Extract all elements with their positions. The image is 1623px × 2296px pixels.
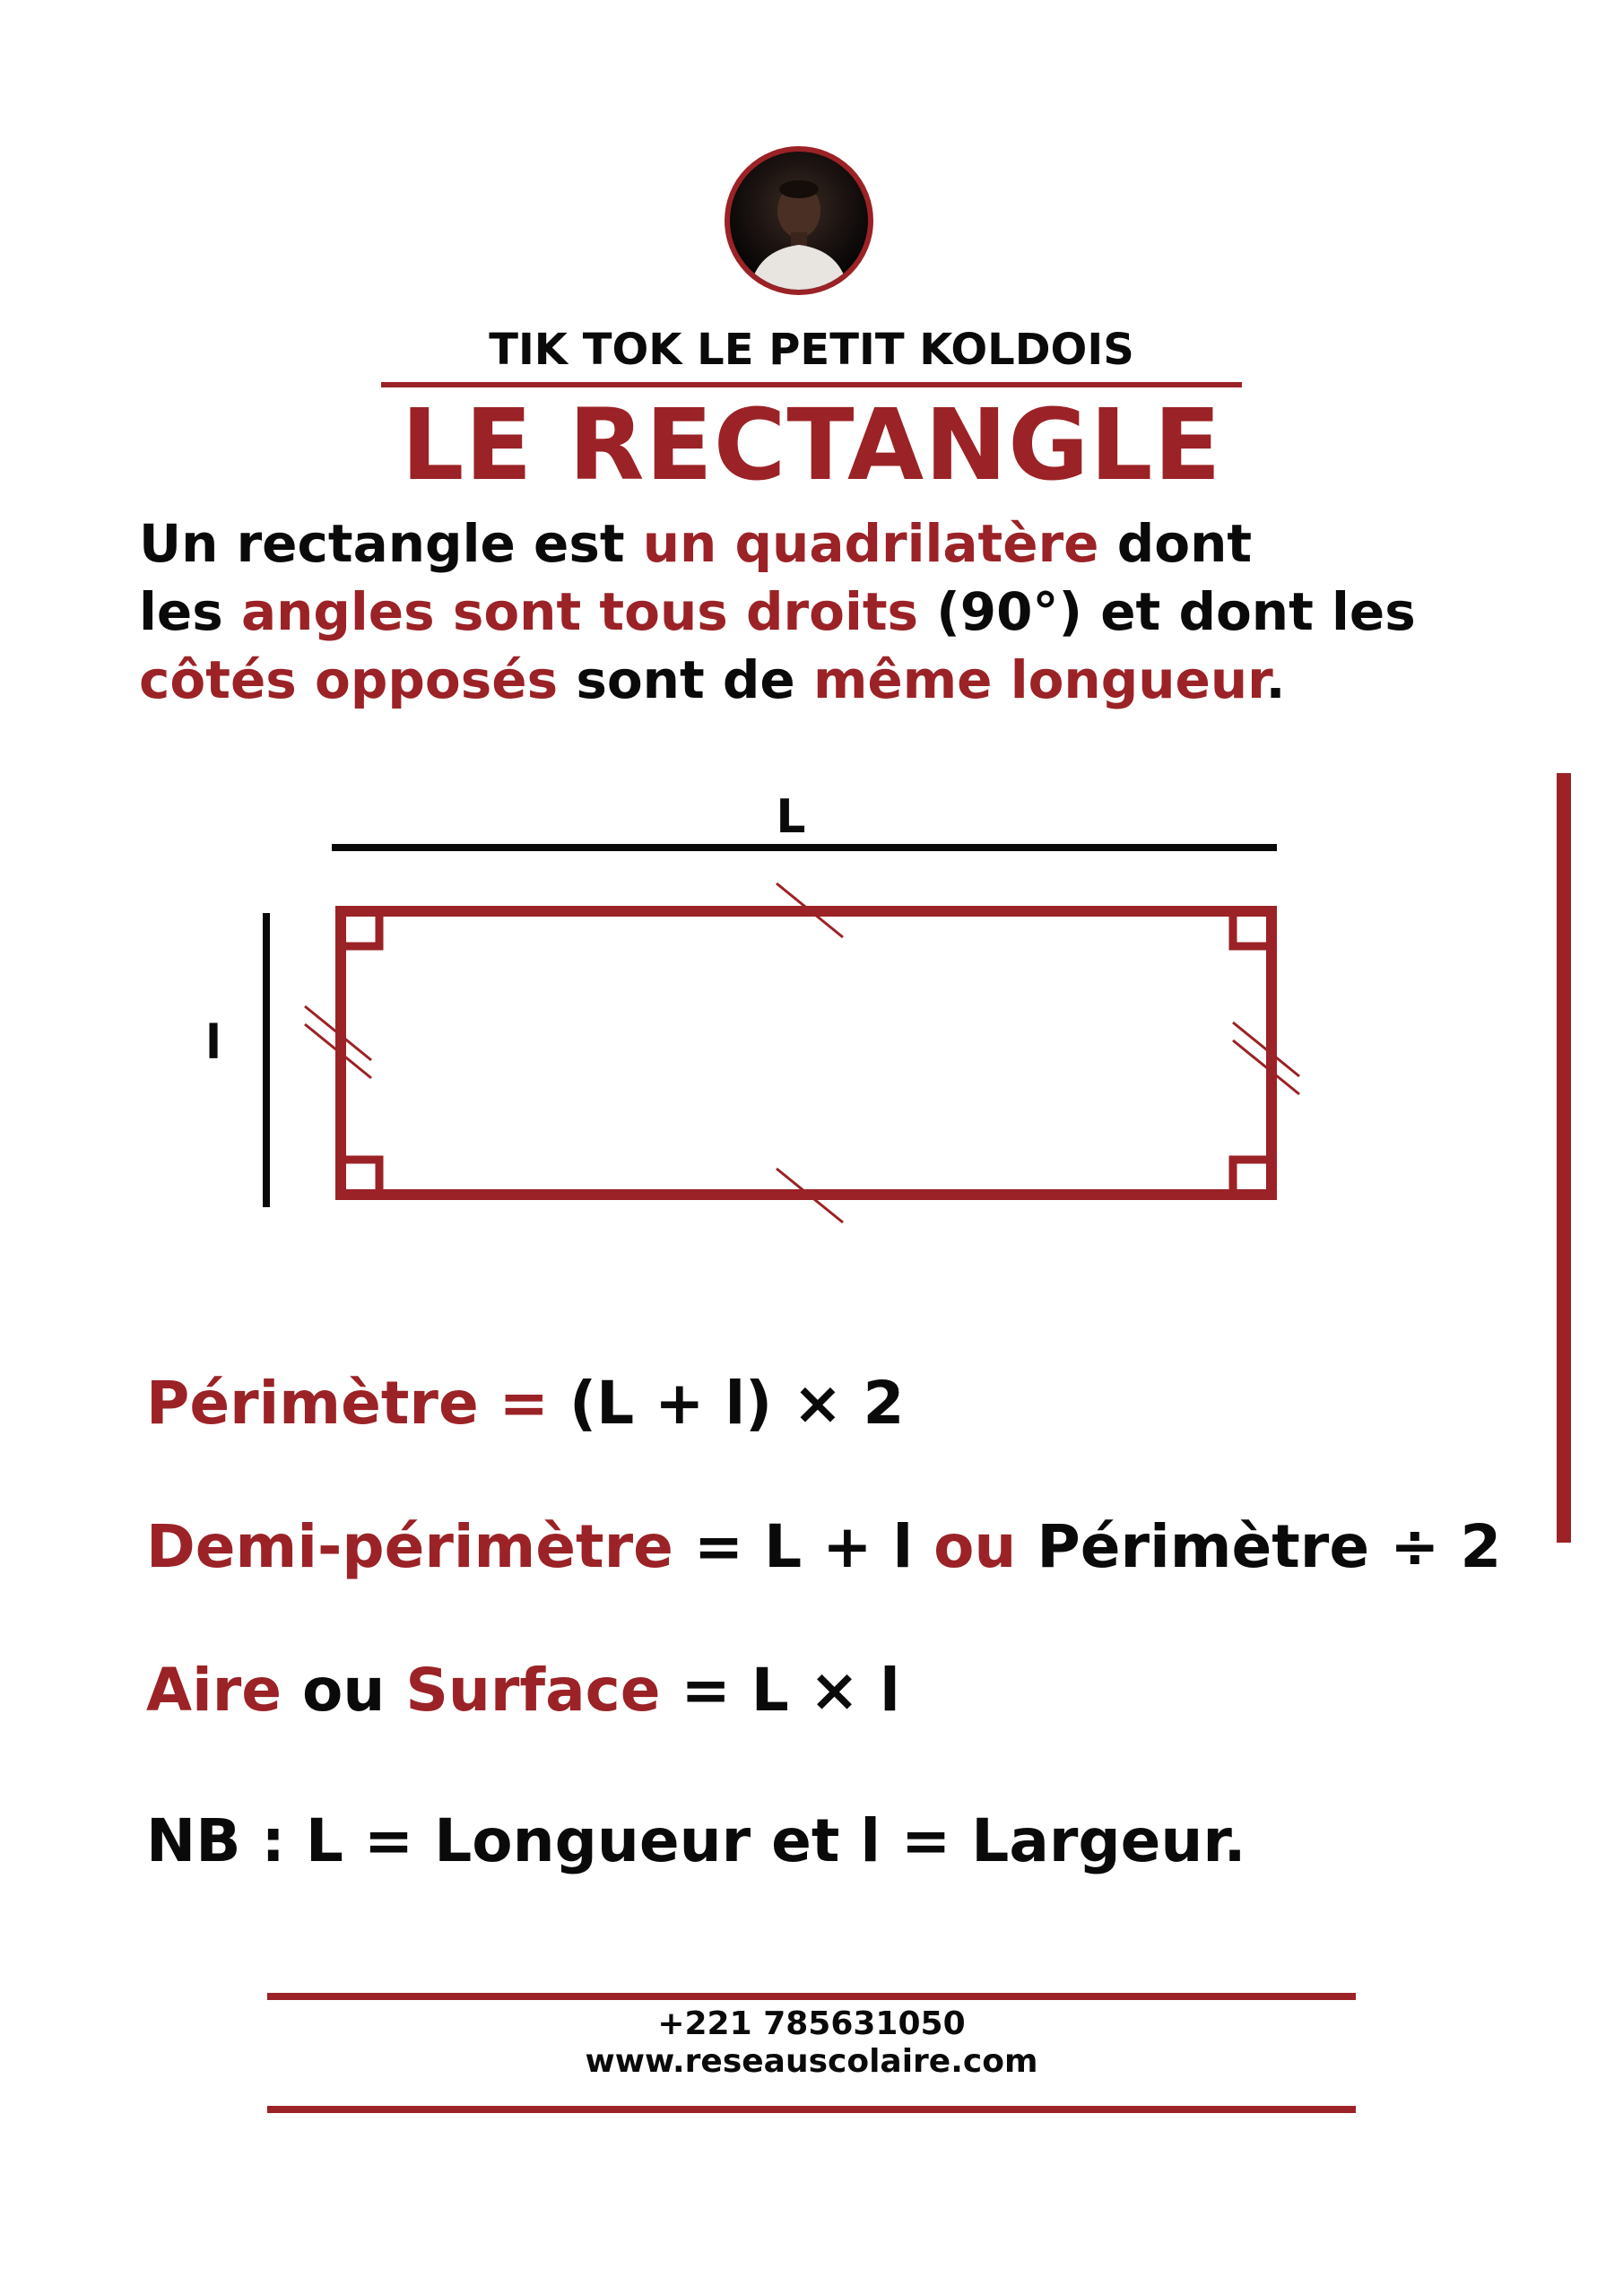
length-label: L <box>776 790 806 844</box>
def-text: . <box>1265 649 1286 710</box>
half-perimeter-formula <box>146 1512 1501 1581</box>
perimeter-formula <box>146 1369 904 1438</box>
formula-connector: ou <box>933 1512 1017 1581</box>
def-highlight: côtés opposés <box>139 649 559 710</box>
footer-divider-top <box>267 1993 1356 2000</box>
def-text: (90°) et dont les <box>918 581 1416 642</box>
def-highlight: angles sont tous droits <box>240 581 919 642</box>
width-label: l <box>205 1016 221 1070</box>
formula-expression: = L × l <box>660 1656 900 1725</box>
def-text: sont de <box>558 649 813 710</box>
tick-mark <box>1233 1040 1299 1094</box>
tick-mark <box>777 883 843 937</box>
decorative-side-bar <box>1557 773 1571 1543</box>
page-title: LE RECTANGLE <box>401 387 1222 502</box>
note: NB : L = Longueur et l = Largeur. <box>146 1806 1246 1875</box>
right-angle-marker <box>1233 1160 1266 1189</box>
equal-length-marks <box>305 883 1299 1222</box>
website-link[interactable]: www.reseauscolaire.com <box>585 2043 1038 2080</box>
def-text: les <box>139 581 241 642</box>
phone-number: +221 785631050 <box>657 2005 966 2042</box>
formula-term: Surface <box>405 1656 661 1725</box>
def-highlight: un quadrilatère <box>642 513 1099 574</box>
tick-mark <box>1233 1022 1299 1076</box>
right-angle-marker <box>346 917 379 946</box>
def-highlight: même longueur <box>812 649 1266 710</box>
formula-expression: (L + l) × 2 <box>548 1369 905 1438</box>
tick-mark <box>305 1024 371 1078</box>
subtitle: TIK TOK LE PETIT KOLDOIS <box>489 325 1134 375</box>
formula-expression: Périmètre ÷ 2 <box>1016 1512 1502 1581</box>
person-icon <box>730 152 868 290</box>
right-angle-markers <box>346 917 1266 1189</box>
formula-term: Périmètre = <box>146 1369 549 1438</box>
def-text: dont <box>1098 513 1253 574</box>
def-text: Un rectangle est <box>139 513 643 574</box>
formula-term: Demi-périmètre <box>146 1512 673 1581</box>
footer-divider-bottom <box>267 2106 1356 2113</box>
definition-line-2 <box>139 578 1538 646</box>
definition-line-1 <box>139 509 1538 578</box>
right-angle-marker <box>1233 917 1266 946</box>
definition-line-3 <box>139 646 1538 714</box>
right-angle-marker <box>346 1160 379 1189</box>
formula-expression: = L + l <box>673 1512 934 1581</box>
definition-paragraph <box>139 509 1538 714</box>
tick-mark <box>777 1169 843 1222</box>
rectangle-shape <box>341 911 1271 1195</box>
tick-mark <box>305 1006 371 1060</box>
formula-connector: ou <box>282 1656 406 1725</box>
author-avatar <box>725 146 873 295</box>
area-formula <box>146 1656 900 1725</box>
formula-term: Aire <box>146 1656 282 1725</box>
